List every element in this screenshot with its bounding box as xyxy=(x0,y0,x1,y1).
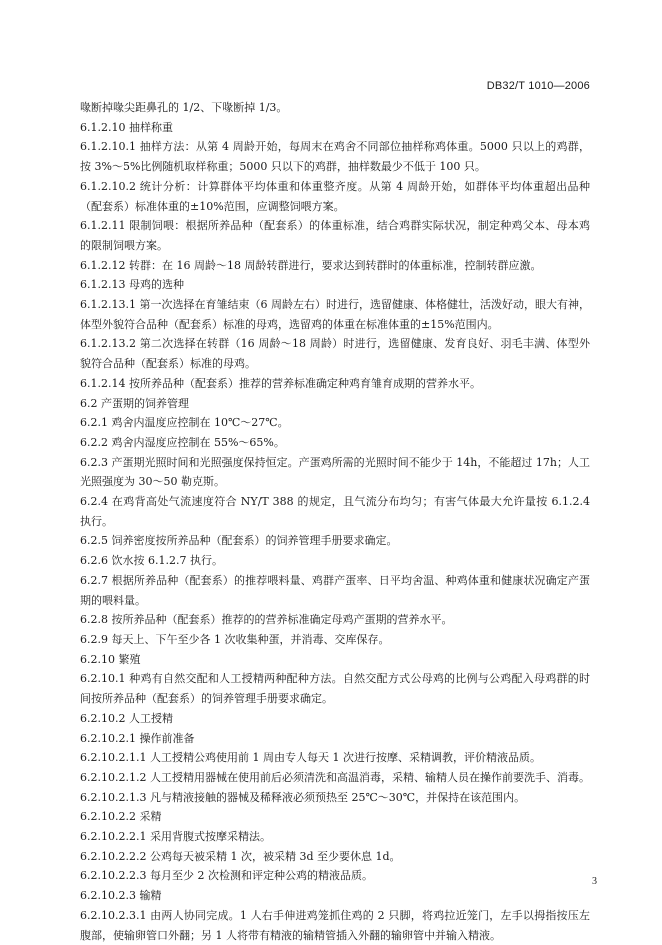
paragraph-first-selection: 6.1.2.13.1 第一次选择在育雏结束（6 周龄左右）时进行，选留健康、体格健壮，活泼好动，眼大有神，体型外貌符合品种（配套系）标准的母鸡，选留鸡的体重在标准体重的±15%范围内。 xyxy=(80,298,590,331)
paragraph-nutrition-rearing: 6.1.2.14 按所养品种（配套系）推荐的营养标准确定种鸡育雏育成期的营养水平。 xyxy=(80,376,481,390)
heading-preparation: 6.2.10.2.1 操作前准备 xyxy=(80,731,195,745)
paragraph-egg-collection: 6.2.9 每天上、下午至少各 1 次收集种蛋，并消毒、交库保存。 xyxy=(80,632,390,646)
paragraph-transfer: 6.1.2.12 转群：在 16 周龄～18 周龄转群进行，要求达到转群时的体重标准，控制转群应激。 xyxy=(80,258,542,272)
paragraph-mating-methods: 6.2.10.1 种鸡有自然交配和人工授精两种配种方法。自然交配方式公母鸡的比例与公鸡配入母鸡群的时间按所养品种（配套系）的饲养管理手册要求确定。 xyxy=(80,672,590,706)
paragraph-massage-method: 6.2.10.2.2.1 采用背腹式按摩采精法。 xyxy=(80,830,271,844)
paragraph-density: 6.2.5 饲养密度按所养品种（配套系）的饲养管理手册要求确定。 xyxy=(80,534,398,548)
paragraph-insemination-procedure: 6.2.10.2.3.1 由两人协同完成。1 人右手伸进鸡笼抓住鸡的 2 只脚，将鸡拉近笼门，左手以拇指按压左腹部，使输卵管口外翻；另 1 人将带有精液的输精管插入外翻的输卵管中并输入精液。 xyxy=(80,908,590,942)
heading-breeding: 6.2.10 繁殖 xyxy=(80,652,141,666)
document-body xyxy=(80,98,590,945)
heading-sampling-weighing: 6.1.2.10 抽样称重 xyxy=(80,120,173,134)
paragraph-second-selection: 6.1.2.13.2 第二次选择在转群（16 周龄～18 周龄）时进行，选留健康、发育良好、羽毛丰满、体型外貌符合品种（配套系）标准的母鸡。 xyxy=(80,337,590,371)
paragraph-sampling-method: 6.1.2.10.1 抽样方法：从第 4 周龄开始，每周末在鸡舍不同部位抽样称鸡体重。5000 只以上的鸡群，按 3%～5%比例随机取样称重；5000 只以下的鸡群，抽样数最少不低于 100 只。 xyxy=(80,140,590,174)
paragraph-lighting: 6.2.3 产蛋期光照时间和光照强度保持恒定。产蛋鸡所需的光照时间不能少于 14h，不能超过 17h；人工光照强度为 30～50 勒克斯。 xyxy=(80,455,590,489)
paragraph-nutrition-laying: 6.2.8 按所养品种（配套系）推荐的的营养标准确定母鸡产蛋期的营养水平。 xyxy=(80,613,453,627)
standard-code-header: DB32/T 1010—2006 xyxy=(486,80,590,92)
heading-semen-collection: 6.2.10.2.2 采精 xyxy=(80,810,162,824)
heading-laying-period: 6.2 产蛋期的饲养管理 xyxy=(80,396,189,410)
paragraph-feed-amount: 6.2.7 根据所养品种（配套系）的推荐喂料量、鸡群产蛋率、日平均舍温、种鸡体重和健康状况确定产蛋期的喂料量。 xyxy=(80,573,590,607)
heading-insemination: 6.2.10.2.3 输精 xyxy=(80,889,162,903)
paragraph-water: 6.2.6 饮水按 6.1.2.7 执行。 xyxy=(80,554,223,568)
heading-artificial-insemination: 6.2.10.2 人工授精 xyxy=(80,711,173,725)
paragraph-temperature: 6.2.1 鸡舍内温度应控制在 10℃～27℃。 xyxy=(80,416,289,430)
paragraph-equipment-disinfection: 6.2.10.2.1.2 人工授精用器械在使用前后必须清洗和高温消毒，采精、输精人员在操作前要洗手、消毒。 xyxy=(80,770,590,784)
paragraph-airflow: 6.2.4 在鸡背高处气流速度符合 NY/T 388 的规定，且气流分布均匀；有害气体最大允许量按 6.1.2.4 执行。 xyxy=(80,495,590,528)
paragraph-restricted-feeding: 6.1.2.11 限制饲喂：根据所养品种（配套系）的体重标准，结合鸡群实际状况，制定种鸡父本、母本鸡的限制饲喂方案。 xyxy=(80,219,590,252)
paragraph-humidity: 6.2.2 鸡舍内湿度应控制在 55%～65%。 xyxy=(80,435,285,449)
paragraph-preheating: 6.2.10.2.1.3 凡与精液接触的器械及稀释液必须预热至 25℃～30℃，并保持在该范围内。 xyxy=(80,790,526,804)
paragraph-statistical-analysis: 6.1.2.10.2 统计分析：计算群体平均体重和体重整齐度。从第 4 周龄开始，如群体平均体重超出品种（配套系）标准体重的±10%范围，应调整饲喂方案。 xyxy=(80,179,590,213)
page-number: 3 xyxy=(592,876,597,887)
paragraph-semen-quality: 6.2.10.2.2.3 每月至少 2 次检测和评定种公鸡的精液品质。 xyxy=(80,869,373,883)
paragraph-collection-frequency: 6.2.10.2.2.2 公鸡每天被采精 1 次，被采精 3d 至少要休息 1d。 xyxy=(80,849,401,863)
paragraph-beak-trimming: 喙断掉喙尖距鼻孔的 1/2、下喙断掉 1/3。 xyxy=(80,101,288,114)
heading-hen-selection: 6.1.2.13 母鸡的选种 xyxy=(80,278,184,292)
paragraph-rooster-training: 6.2.10.2.1.1 人工授精公鸡使用前 1 周由专人每天 1 次进行按摩、采精调教，评价精液品质。 xyxy=(80,751,541,765)
